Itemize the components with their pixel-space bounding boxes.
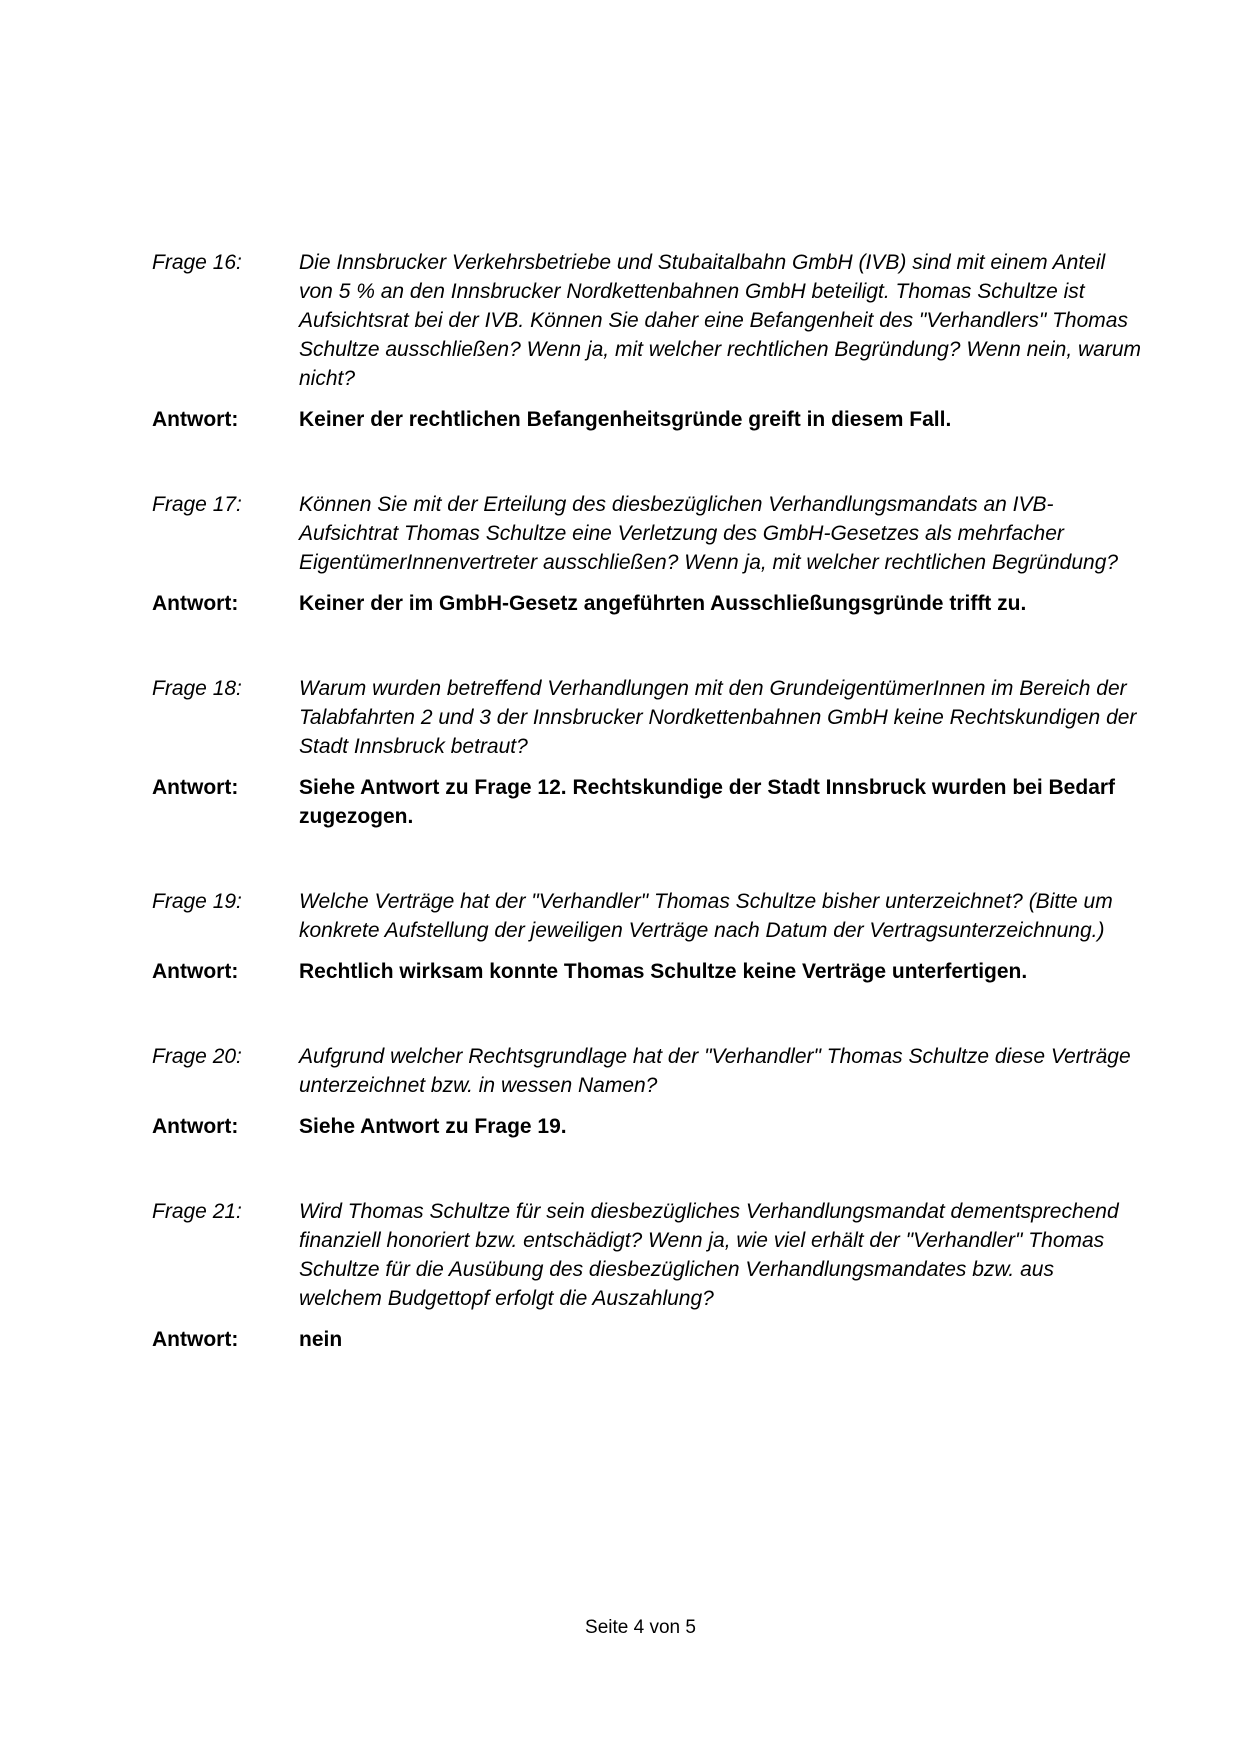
answer-text: Keiner der rechtlichen Befangenheitsgründe greift in diesem Fall. [299,408,952,431]
answer-row [152,589,1142,618]
qa-list [152,248,1142,1410]
question-label: Frage 17: [152,493,242,516]
answer-text: Keiner der im GmbH-Gesetz angeführten Ausschließungsgründe trifft zu. [299,592,1027,615]
answer-label: Antwort: [152,776,239,799]
qa-item-21 [152,1197,1142,1354]
question-label: Frage 19: [152,890,242,913]
question-text: Können Sie mit der Erteilung des diesbezüglichen Verhandlungsmandats an IVB-Aufsichtrat Thomas Schultze eine Verletzung des GmbH-Gesetzes als mehrfacher EigentümerInnenvertreter ausschließen? Wenn ja, mit welcher rechtlichen Begründung? [299,493,1119,574]
question-row [152,248,1142,393]
page-number-footer: Seite 4 von 5 [585,1617,696,1638]
answer-row [152,957,1142,986]
question-text: Die Innsbrucker Verkehrsbetriebe und Stubaitalbahn GmbH (IVB) sind mit einem Anteil von 5 % an den Innsbrucker Nordkettenbahnen GmbH beteiligt. Thomas Schultze ist Aufsichtsrat bei der IVB. Können Sie daher eine Befangenheit des "Verhandlers" Thomas Schultze ausschließen? Wenn ja, mit welcher rechtlichen Begründung? Wenn nein, warum nicht? [299,251,1142,390]
qa-item-16 [152,248,1142,434]
qa-item-19 [152,887,1142,986]
answer-text: Rechtlich wirksam konnte Thomas Schultze keine Verträge unterfertigen. [299,960,1028,983]
question-label: Frage 18: [152,677,242,700]
answer-row [152,773,1142,831]
answer-label: Antwort: [152,592,239,615]
answer-row [152,405,1142,434]
qa-item-20 [152,1042,1142,1141]
answer-label: Antwort: [152,960,239,983]
qa-item-17 [152,490,1142,618]
question-text: Wird Thomas Schultze für sein diesbezügliches Verhandlungsmandat dementsprechend finanziell honoriert bzw. entschädigt? Wenn ja, wie viel erhält der "Verhandler" Thomas Schultze für die Ausübung des diesbezüglichen Verhandlungsmandates bzw. aus welchem Budgettopf erfolgt die Auszahlung? [299,1200,1119,1310]
question-label: Frage 20: [152,1045,242,1068]
question-row [152,674,1142,761]
question-text: Aufgrund welcher Rechtsgrundlage hat der "Verhandler" Thomas Schultze diese Verträge unterzeichnet bzw. in wessen Namen? [299,1045,1131,1097]
answer-label: Antwort: [152,408,239,431]
answer-text: Siehe Antwort zu Frage 12. Rechtskundige der Stadt Innsbruck wurden bei Bedarf zugezogen. [299,776,1116,828]
answer-text: Siehe Antwort zu Frage 19. [299,1115,567,1138]
question-label: Frage 16: [152,251,242,274]
answer-label: Antwort: [152,1115,239,1138]
question-label: Frage 21: [152,1200,242,1223]
answer-label: Antwort: [152,1328,239,1351]
question-row [152,1042,1142,1100]
answer-row [152,1325,1142,1354]
qa-item-18 [152,674,1142,831]
question-text: Warum wurden betreffend Verhandlungen mit den GrundeigentümerInnen im Bereich der Talabfahrten 2 und 3 der Innsbrucker Nordkettenbahnen GmbH keine Rechtskundigen der Stadt Innsbruck betraut? [299,677,1137,758]
question-text: Welche Verträge hat der "Verhandler" Thomas Schultze bisher unterzeichnet? (Bitte um konkrete Aufstellung der jeweiligen Verträge nach Datum der Vertragsunterzeichnung.) [299,890,1113,942]
question-row [152,490,1142,577]
answer-text: nein [299,1328,343,1351]
answer-row [152,1112,1142,1141]
question-row [152,1197,1142,1313]
question-row [152,887,1142,945]
